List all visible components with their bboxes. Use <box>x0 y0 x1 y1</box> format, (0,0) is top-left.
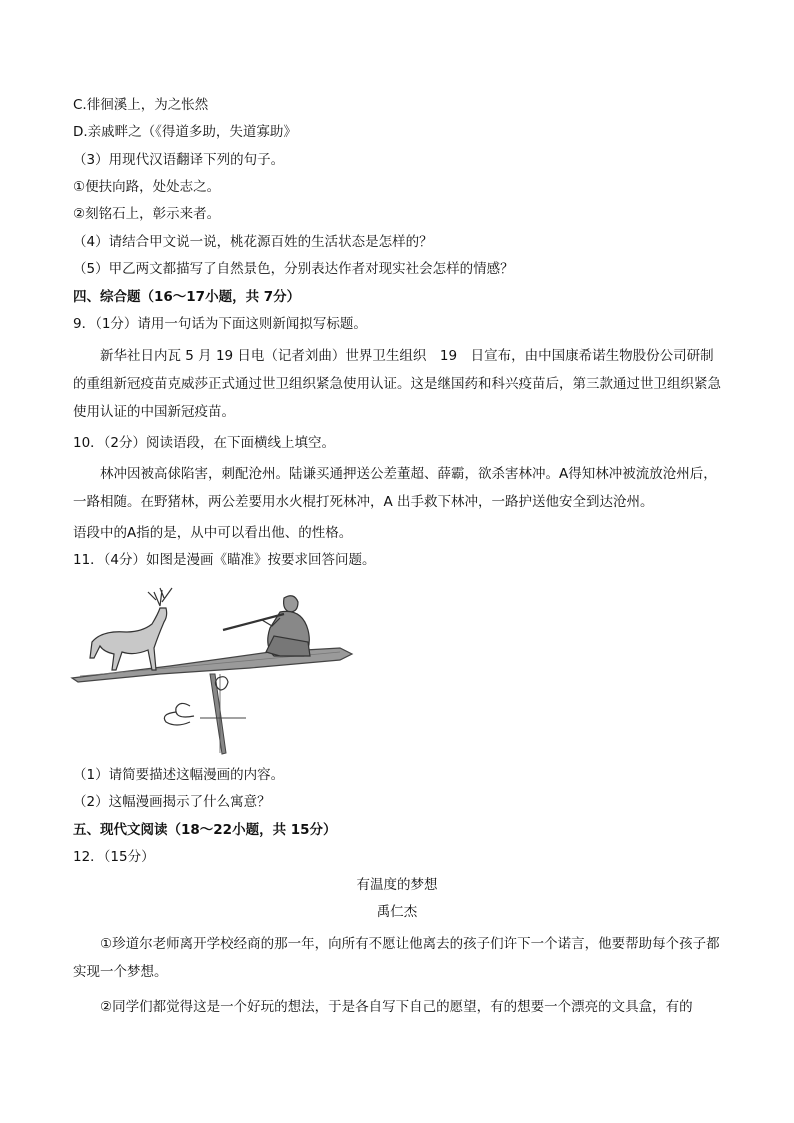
aiming-cartoon-illustration <box>70 578 354 756</box>
section-5-heading: 五、现代文阅读（18～22小题，共 15分） <box>73 822 337 838</box>
question-4: （4）请结合甲文说一说，桃花源百姓的生活状态是怎样的？ <box>73 234 433 250</box>
question-10-passage: 林冲因被高俅陷害，刺配沧州。陆谦买通押送公差董超、薛霸，欲杀害林冲。A得知林冲被流放沧州后，一路相随。在野猪林，两公差要用水火棍打死林冲，A 出手救下林冲，一路护送他安全到达沧州。 <box>73 466 717 510</box>
question-3-sentence-1: ①便扶向路，处处志之。 <box>73 179 221 195</box>
deer-figure <box>90 588 172 670</box>
question-11-part-2: （2）这幅漫画揭示了什么寓意？ <box>73 794 271 810</box>
question-10: 10．（2分）阅读语段，在下面横线上填空。 <box>73 435 336 451</box>
question-3: （3）用现代汉语翻译下列的句子。 <box>73 152 285 168</box>
question-10-fill: 语段中的A指的是，从中可以看出他、的性格。 <box>73 525 353 541</box>
question-9-news: 新华社日内瓦 5 月 19 日电（记者刘曲）世界卫生组织 19 日宣布，由中国康希诺生物股份公司研制的重组新冠疫苗克威莎正式通过世卫组织紧急使用认证。这是继国药和科兴疫苗后，第三款通过世卫组织紧急使用认证的中国新冠疫苗。 <box>73 348 721 420</box>
question-5: （5）甲乙两文都描写了自然景色，分别表达作者对现实社会怎样的情感？ <box>73 261 514 277</box>
option-d: D.亲戚畔之（《得道多助，失道寡助》 <box>73 124 297 140</box>
option-c: C.徘徊溪上，为之怅然 <box>73 97 209 113</box>
article-paragraph-2: ②同学们都觉得这是一个好玩的想法，于是各自写下自己的愿望，有的想要一个漂亮的文具盒，有的 <box>100 999 693 1015</box>
article-paragraph-1: ①珍道尔老师离开学校经商的那一年，向所有不愿让他离去的孩子们许下一个诺言，他要帮助每个孩子都实现一个梦想。 <box>73 936 720 980</box>
article-title: 有温度的梦想 <box>356 877 438 893</box>
question-3-sentence-2: ②刻铭石上，彰示来者。 <box>73 206 221 222</box>
question-9: 9．（1分）请用一句话为下面这则新闻拟写标题。 <box>73 316 367 332</box>
article-author: 禹仁杰 <box>376 904 418 920</box>
question-12: 12．（15分） <box>73 849 155 865</box>
question-11: 11．（4分）如图是漫画《瞄准》按要求回答问题。 <box>73 552 376 568</box>
question-11-part-1: （1）请简要描述这幅漫画的内容。 <box>73 767 285 783</box>
hunter-figure <box>223 596 310 656</box>
section-4-heading: 四、综合题（16～17小题，共 7分） <box>73 289 301 305</box>
